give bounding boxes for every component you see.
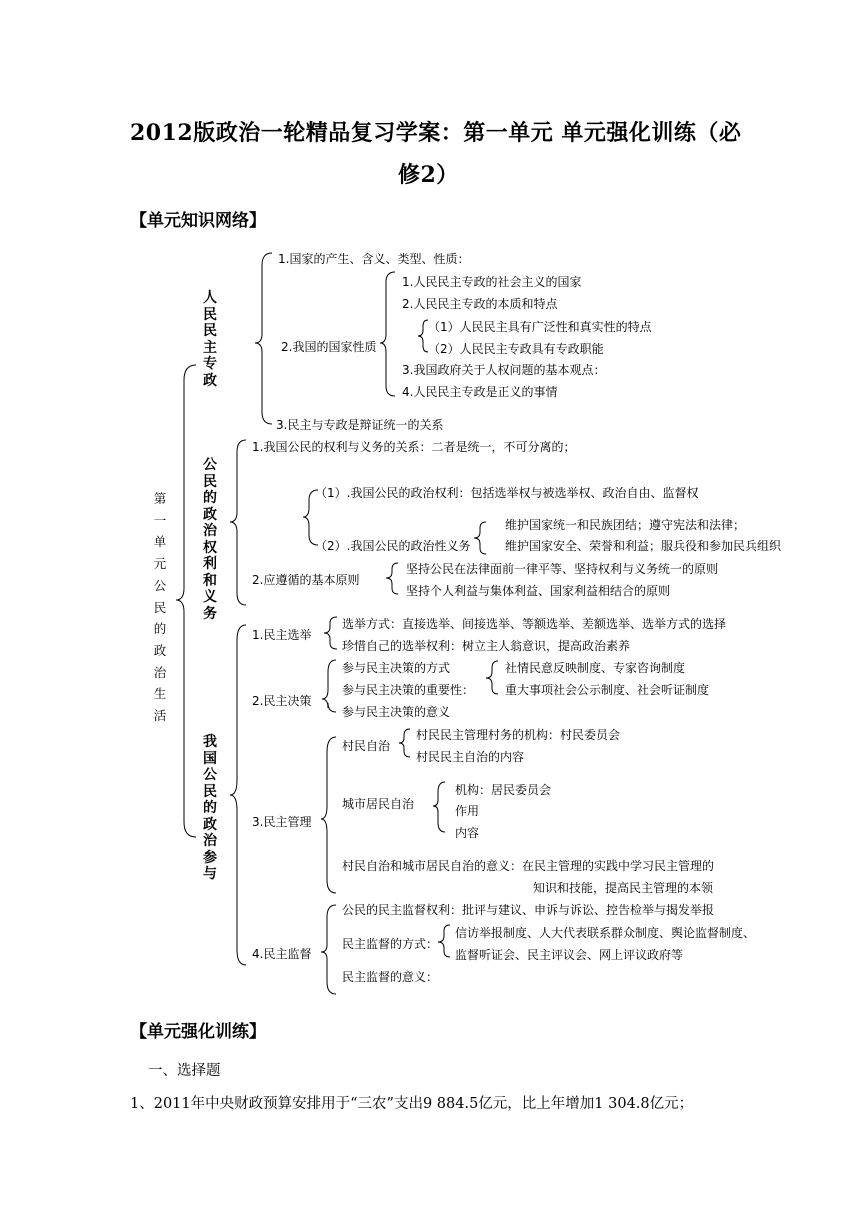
t1-sub2a: （1）人民民主具有广泛性和真实性的特点 (428, 320, 652, 334)
t2-principle1: 坚持公民在法律面前一律平等、坚持权利与义务统一的原则 (406, 562, 719, 576)
t3-election1: 选举方式：直接选举、间接选举、等额选举、差额选举、选举方式的选择 (342, 617, 727, 631)
t3-supervision2: 民主监督的方式： (342, 937, 439, 951)
t2-duty1: 维护国家统一和民族团结；遵守宪法和法律； (505, 518, 746, 532)
t3-supervision2b: 监督听证会、民主评议会、网上评议政府等 (455, 948, 684, 962)
topic-title-rights: 公民的政治权利和义务 (203, 457, 217, 622)
t3-decision-method2: 重大事项社会公示制度、社会听证制度 (505, 683, 710, 697)
t3-election2: 珍惜自己的选举权利：树立主人翁意识，提高政治素养 (342, 639, 631, 653)
doc-title-line2: 修2） (398, 162, 459, 188)
t3-supervision1: 公民的民主监督权利：批评与建议、申诉与诉讼、控告检举与揭发举报 (342, 903, 715, 917)
t3-city: 城市居民自治 (342, 797, 415, 811)
t3-decision3: 参与民主决策的意义 (342, 705, 451, 719)
t2-item1: 1.我国公民的权利与义务的关系：二者是统一，不可分离的； (252, 440, 576, 454)
t3-election: 1.民主选举 (252, 628, 312, 642)
t3-city2: 作用 (455, 804, 480, 818)
t1-item3: 3.民主与专政是辩证统一的关系 (276, 418, 444, 432)
t3-village: 村民自治 (342, 739, 391, 753)
t3-management: 3.民主管理 (252, 815, 312, 829)
t2-principle2: 坚持个人利益与集体利益、国家利益相结合的原则 (406, 584, 671, 598)
t3-decision1: 参与民主决策的方式 (342, 661, 451, 675)
t3-decision2: 参与民主决策的重要性： (342, 683, 475, 697)
question-1: 1、2011年中央财政预算安排用于“三农”支出9 884.5亿元，比上年增加1 304.8亿元； (130, 1096, 694, 1112)
t1-sub3: 3.我国政府关于人权问题的基本观点： (402, 363, 606, 377)
topic-title-dictatorship: 人民民主专政 (203, 290, 217, 389)
doc-title-line1: 2012版政治一轮精品复习学案：第一单元 单元强化训练（必 (130, 120, 742, 146)
t3-city3: 内容 (455, 826, 480, 840)
subheading-choice: 一、选择题 (148, 1063, 221, 1079)
t2-item2: 2.应遵循的基本原则 (252, 573, 360, 587)
t1-sub2: 2.人民民主专政的本质和特点 (402, 297, 558, 311)
t3-supervision2a: 信访举报制度、人大代表联系群众制度、舆论监督制度、 (455, 926, 756, 940)
t3-village2: 村民民主自治的内容 (416, 750, 525, 764)
t3-management-sig2: 知识和技能，提高民主管理的本领 (533, 881, 714, 895)
t1-sub2b: （2）人民民主专政具有专政职能 (428, 342, 604, 356)
t3-supervision: 4.民主监督 (252, 947, 312, 961)
t2-duty2: 维护国家安全、荣誉和利益；服兵役和参加民兵组织 (505, 539, 782, 553)
t1-sub1: 1.人民民主专政的社会主义的国家 (402, 275, 582, 289)
t2-right2: （2）.我国公民的政治性义务 (315, 539, 471, 553)
t3-supervision3: 民主监督的意义： (342, 970, 439, 984)
unit-label: 第一单元公民的政治生活 (153, 491, 167, 724)
section-heading-network: 【单元知识网络】 (130, 211, 266, 231)
section-heading-training: 【单元强化训练】 (130, 1022, 266, 1042)
topic-title-participation: 我国公民的政治参与 (203, 734, 217, 882)
t3-management-sig1: 村民自治和城市居民自治的意义：在民主管理的实践中学习民主管理的 (342, 859, 715, 873)
t3-village1: 村民民主管理村务的机构：村民委员会 (416, 728, 621, 742)
t3-decision-method1: 社情民意反映制度、专家咨询制度 (505, 661, 686, 675)
t2-right1: （1）.我国公民的政治权利：包括选举权与被选举权、政治自由、监督权 (315, 486, 699, 500)
t3-decision: 2.民主决策 (252, 694, 312, 708)
t1-sub4: 4.人民民主专政是正义的事情 (402, 385, 558, 399)
t1-item2: 2.我国的国家性质 (281, 340, 377, 354)
t3-city1: 机构：居民委员会 (455, 783, 552, 797)
t1-item1: 1.国家的产生、含义、类型、性质： (278, 252, 470, 266)
